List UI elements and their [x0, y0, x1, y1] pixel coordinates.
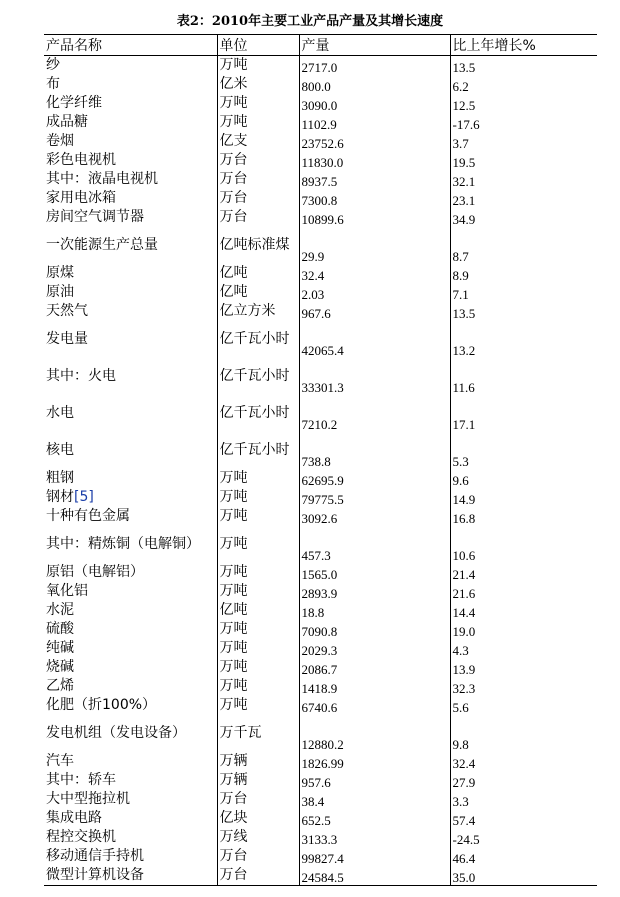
product-name-cell	[44, 563, 217, 582]
output-cell: 1826.99	[299, 752, 450, 771]
product-name-cell	[44, 94, 217, 113]
product-name-cell	[44, 866, 217, 886]
product-name-cell	[44, 582, 217, 601]
unit-cell: 万台	[217, 189, 299, 208]
growth-cell: 5.6	[450, 696, 597, 715]
growth-cell: 19.5	[450, 151, 597, 170]
unit-cell: 万台	[217, 847, 299, 866]
table-row	[44, 189, 597, 208]
unit-cell: 万千瓦	[217, 715, 299, 752]
table-row	[44, 94, 597, 113]
product-name-cell	[44, 170, 217, 189]
product-name-cell	[44, 790, 217, 809]
unit-cell: 万辆	[217, 771, 299, 790]
product-name-cell	[44, 639, 217, 658]
product-name-cell	[44, 658, 217, 677]
table-row	[44, 469, 597, 488]
growth-cell: 9.8	[450, 715, 597, 752]
output-cell: 32.4	[299, 264, 450, 283]
product-name-cell	[44, 358, 217, 395]
growth-cell: 16.8	[450, 507, 597, 526]
unit-cell: 万吨	[217, 620, 299, 639]
output-cell: 652.5	[299, 809, 450, 828]
growth-cell: 13.5	[450, 302, 597, 321]
product-name-cell	[44, 809, 217, 828]
table-row	[44, 582, 597, 601]
growth-cell: 12.5	[450, 94, 597, 113]
growth-cell: 8.9	[450, 264, 597, 283]
output-cell: 800.0	[299, 75, 450, 94]
unit-cell: 万吨	[217, 507, 299, 526]
product-name-cell	[44, 227, 217, 264]
product-name-cell	[44, 151, 217, 170]
product-name: 发电机组（发电设备）	[46, 725, 186, 741]
product-name: 原油	[46, 284, 74, 300]
unit-cell: 亿支	[217, 132, 299, 151]
unit-cell: 万吨	[217, 526, 299, 563]
growth-cell: 13.9	[450, 658, 597, 677]
growth-cell: 34.9	[450, 208, 597, 227]
unit-cell: 万吨	[217, 469, 299, 488]
unit-cell: 万吨	[217, 639, 299, 658]
product-name: 硫酸	[46, 621, 74, 637]
product-name: 原煤	[46, 265, 74, 281]
growth-cell: 32.4	[450, 752, 597, 771]
product-name: 其中：精炼铜（电解铜）	[46, 536, 200, 552]
product-name: 天然气	[46, 303, 88, 319]
product-name: 乙烯	[46, 678, 74, 694]
growth-cell: 3.7	[450, 132, 597, 151]
product-name: 纯碱	[46, 640, 74, 656]
unit-cell: 万吨	[217, 582, 299, 601]
output-cell: 3092.6	[299, 507, 450, 526]
unit-cell: 亿千瓦小时	[217, 432, 299, 469]
product-name-cell	[44, 620, 217, 639]
growth-cell: 6.2	[450, 75, 597, 94]
product-name-cell	[44, 771, 217, 790]
table-row	[44, 658, 597, 677]
unit-cell: 万线	[217, 828, 299, 847]
output-cell: 23752.6	[299, 132, 450, 151]
unit-cell: 万吨	[217, 563, 299, 582]
product-name: 粗钢	[46, 470, 74, 486]
growth-cell: 8.7	[450, 227, 597, 264]
product-name: 大中型拖拉机	[46, 791, 130, 807]
unit-cell: 万吨	[217, 658, 299, 677]
header-growth: 比上年增长%	[450, 35, 597, 56]
growth-cell: 14.4	[450, 601, 597, 620]
growth-cell: 10.6	[450, 526, 597, 563]
output-cell: 2717.0	[299, 56, 450, 76]
product-name-cell	[44, 752, 217, 771]
table-title: 表2：2010年主要工业产品产量及其增长速度	[176, 14, 444, 29]
product-name-cell	[44, 132, 217, 151]
table-row	[44, 321, 597, 358]
product-name-cell	[44, 321, 217, 358]
product-name: 家用电冰箱	[46, 190, 116, 206]
product-name: 其中：轿车	[46, 772, 116, 788]
output-cell: 7090.8	[299, 620, 450, 639]
table-row	[44, 488, 597, 507]
output-cell: 2.03	[299, 283, 450, 302]
product-name: 其中：液晶电视机	[46, 171, 158, 187]
growth-cell: 35.0	[450, 866, 597, 886]
table-row	[44, 715, 597, 752]
table-row	[44, 847, 597, 866]
table-row	[44, 866, 597, 886]
growth-cell: 27.9	[450, 771, 597, 790]
product-name: 彩色电视机	[46, 152, 116, 168]
output-cell: 957.6	[299, 771, 450, 790]
output-cell: 18.8	[299, 601, 450, 620]
table-row	[44, 432, 597, 469]
product-name: 核电	[46, 442, 74, 458]
product-name: 程控交换机	[46, 829, 116, 845]
unit-cell: 万辆	[217, 752, 299, 771]
output-cell: 6740.6	[299, 696, 450, 715]
table-row	[44, 264, 597, 283]
table-body	[44, 56, 597, 886]
unit-cell: 亿千瓦小时	[217, 321, 299, 358]
product-name-cell	[44, 847, 217, 866]
product-name: 卷烟	[46, 133, 74, 149]
output-cell: 1102.9	[299, 113, 450, 132]
product-name: 钢材	[46, 489, 74, 505]
growth-cell: 3.3	[450, 790, 597, 809]
growth-cell: -24.5	[450, 828, 597, 847]
product-name-cell	[44, 828, 217, 847]
table-row	[44, 283, 597, 302]
output-cell: 38.4	[299, 790, 450, 809]
output-cell: 2893.9	[299, 582, 450, 601]
product-name-cell	[44, 432, 217, 469]
unit-cell: 亿吨	[217, 264, 299, 283]
output-cell: 8937.5	[299, 170, 450, 189]
output-cell: 10899.6	[299, 208, 450, 227]
product-name: 微型计算机设备	[46, 867, 144, 883]
growth-cell: 11.6	[450, 358, 597, 395]
product-name-cell	[44, 526, 217, 563]
product-name-cell	[44, 283, 217, 302]
table-row	[44, 639, 597, 658]
product-name: 布	[46, 76, 60, 92]
growth-cell: 9.6	[450, 469, 597, 488]
output-cell: 99827.4	[299, 847, 450, 866]
unit-cell: 万吨	[217, 113, 299, 132]
product-name: 汽车	[46, 753, 74, 769]
product-name: 纱	[46, 57, 60, 73]
header-output: 产量	[299, 35, 450, 56]
unit-cell: 万吨	[217, 696, 299, 715]
unit-cell: 亿米	[217, 75, 299, 94]
table-row	[44, 151, 597, 170]
table-row	[44, 790, 597, 809]
table-row	[44, 75, 597, 94]
product-name: 房间空气调节器	[46, 209, 144, 225]
unit-cell: 亿吨	[217, 283, 299, 302]
table-row	[44, 563, 597, 582]
table-row	[44, 507, 597, 526]
product-name: 成品糖	[46, 114, 88, 130]
unit-cell: 万台	[217, 790, 299, 809]
table-row	[44, 620, 597, 639]
growth-cell: 46.4	[450, 847, 597, 866]
growth-cell: 13.2	[450, 321, 597, 358]
output-cell: 738.8	[299, 432, 450, 469]
unit-cell: 万台	[217, 208, 299, 227]
product-name-cell	[44, 677, 217, 696]
product-name-cell	[44, 302, 217, 321]
table-row	[44, 227, 597, 264]
table-row	[44, 809, 597, 828]
table-row	[44, 696, 597, 715]
growth-cell: 7.1	[450, 283, 597, 302]
unit-cell: 亿千瓦小时	[217, 358, 299, 395]
output-cell: 12880.2	[299, 715, 450, 752]
output-cell: 7300.8	[299, 189, 450, 208]
unit-cell: 亿吨标准煤	[217, 227, 299, 264]
table-row	[44, 132, 597, 151]
unit-cell: 万吨	[217, 677, 299, 696]
product-name: 水泥	[46, 602, 74, 618]
output-cell: 1418.9	[299, 677, 450, 696]
footnote-link[interactable]: [5]	[74, 489, 94, 505]
header-row	[44, 35, 597, 56]
product-name-cell	[44, 395, 217, 432]
output-cell: 79775.5	[299, 488, 450, 507]
product-name-cell	[44, 601, 217, 620]
unit-cell: 万吨	[217, 94, 299, 113]
product-name-cell	[44, 189, 217, 208]
header-unit: 单位	[217, 35, 299, 56]
product-name: 氧化铝	[46, 583, 88, 599]
unit-cell: 亿立方米	[217, 302, 299, 321]
unit-cell: 万吨	[217, 56, 299, 76]
product-name-cell	[44, 507, 217, 526]
unit-cell: 万台	[217, 866, 299, 886]
product-name: 集成电路	[46, 810, 102, 826]
growth-cell: 32.1	[450, 170, 597, 189]
output-cell: 33301.3	[299, 358, 450, 395]
output-cell: 11830.0	[299, 151, 450, 170]
output-cell: 2086.7	[299, 658, 450, 677]
growth-cell: 4.3	[450, 639, 597, 658]
table-row	[44, 677, 597, 696]
output-cell: 24584.5	[299, 866, 450, 886]
growth-cell: 19.0	[450, 620, 597, 639]
output-cell: 29.9	[299, 227, 450, 264]
product-name-cell	[44, 208, 217, 227]
output-cell: 7210.2	[299, 395, 450, 432]
production-table	[44, 34, 597, 886]
product-name-cell	[44, 113, 217, 132]
table-row	[44, 752, 597, 771]
growth-cell: 5.3	[450, 432, 597, 469]
output-cell: 3090.0	[299, 94, 450, 113]
growth-cell: 17.1	[450, 395, 597, 432]
growth-cell: 57.4	[450, 809, 597, 828]
unit-cell: 亿块	[217, 809, 299, 828]
product-name: 一次能源生产总量	[46, 237, 158, 253]
product-name-cell	[44, 469, 217, 488]
table-row	[44, 828, 597, 847]
product-name: 化肥（折100%）	[46, 697, 157, 713]
header-product-name: 产品名称	[44, 35, 217, 56]
table-row	[44, 302, 597, 321]
product-name-cell	[44, 75, 217, 94]
table-row	[44, 771, 597, 790]
growth-cell: 14.9	[450, 488, 597, 507]
table-row	[44, 170, 597, 189]
growth-cell: -17.6	[450, 113, 597, 132]
growth-cell: 21.4	[450, 563, 597, 582]
unit-cell: 亿吨	[217, 601, 299, 620]
product-name: 发电量	[46, 331, 88, 347]
growth-cell: 32.3	[450, 677, 597, 696]
growth-cell: 21.6	[450, 582, 597, 601]
output-cell: 1565.0	[299, 563, 450, 582]
output-cell: 967.6	[299, 302, 450, 321]
product-name: 十种有色金属	[46, 508, 130, 524]
product-name-cell	[44, 488, 217, 507]
unit-cell: 万吨	[217, 488, 299, 507]
table-row	[44, 358, 597, 395]
unit-cell: 万台	[217, 151, 299, 170]
product-name: 其中：火电	[46, 368, 116, 384]
product-name-cell	[44, 696, 217, 715]
table-row	[44, 395, 597, 432]
growth-cell: 23.1	[450, 189, 597, 208]
output-cell: 2029.3	[299, 639, 450, 658]
output-cell: 62695.9	[299, 469, 450, 488]
output-cell: 42065.4	[299, 321, 450, 358]
product-name: 原铝（电解铝）	[46, 564, 144, 580]
product-name: 化学纤维	[46, 95, 102, 111]
product-name: 烧碱	[46, 659, 74, 675]
unit-cell: 万台	[217, 170, 299, 189]
product-name-cell	[44, 715, 217, 752]
unit-cell: 亿千瓦小时	[217, 395, 299, 432]
product-name: 移动通信手持机	[46, 848, 144, 864]
output-cell: 3133.3	[299, 828, 450, 847]
product-name-cell	[44, 56, 217, 76]
table-row	[44, 526, 597, 563]
product-name-cell	[44, 264, 217, 283]
growth-cell: 13.5	[450, 56, 597, 76]
table-row	[44, 56, 597, 76]
product-name: 水电	[46, 405, 74, 421]
table-row	[44, 113, 597, 132]
output-cell: 457.3	[299, 526, 450, 563]
table-row	[44, 601, 597, 620]
table-row	[44, 208, 597, 227]
